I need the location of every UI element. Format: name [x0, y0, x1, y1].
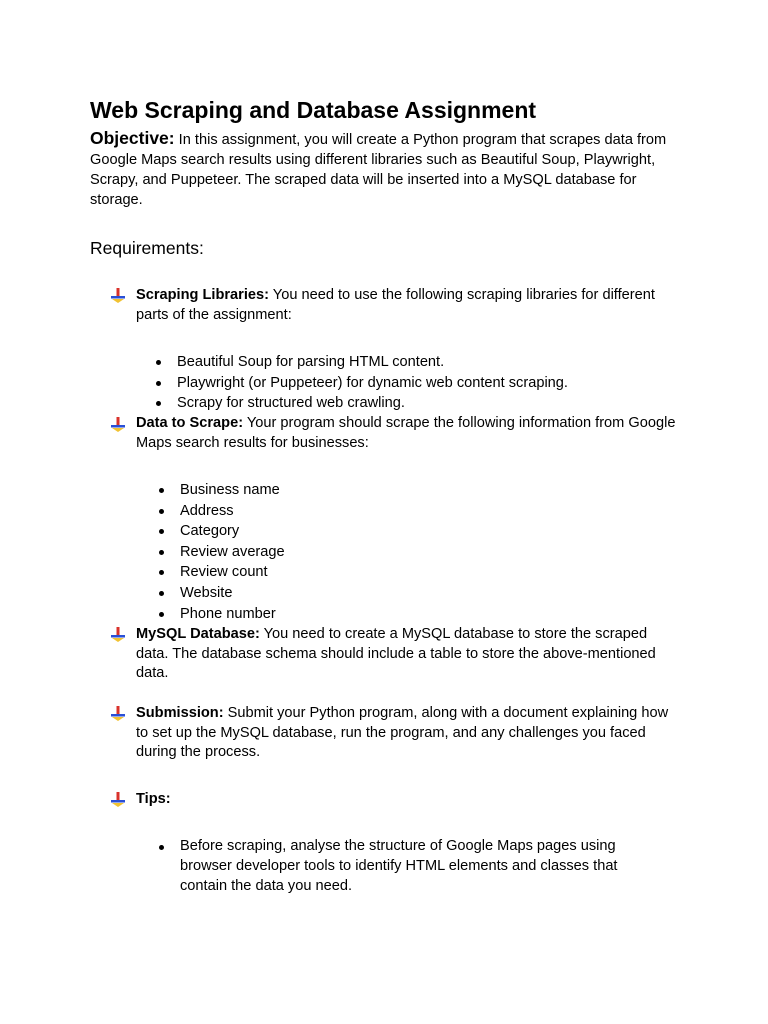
requirement-scraping-libraries: [136, 286, 681, 325]
arrow-bullet-icon: [110, 705, 126, 721]
requirements-heading: Requirements:: [90, 238, 204, 258]
requirement-label: Tips:: [136, 791, 171, 807]
arrow-bullet-icon: [110, 791, 126, 807]
requirement-data-to-scrape: [136, 414, 681, 453]
requirement-label: Submission:: [136, 705, 224, 721]
requirement-text: Your program should scrape the following information from Google Maps search results for businesses:: [136, 415, 676, 451]
bullet-icon: [159, 845, 164, 850]
bullet-icon: [156, 381, 161, 386]
data-fields-list: [180, 480, 660, 624]
arrow-bullet-icon: [110, 416, 126, 432]
requirement-text: Submit your Python program, along with a document explaining how to set up the MySQL database, run the program, and any challenges you faced during the process.: [136, 705, 669, 761]
list-item: Scrapy for structured web crawling.: [177, 393, 677, 414]
list-item: Review count: [180, 562, 660, 583]
list-item: Before scraping, analyse the structure of Google Maps pages using browser developer tools to identify HTML elements and classes that contain the data you need.: [180, 837, 650, 896]
bullet-icon: [159, 550, 164, 555]
list-item: Website: [180, 583, 660, 604]
bullet-icon: [159, 529, 164, 534]
requirement-label: Scraping Libraries:: [136, 287, 270, 303]
bullet-icon: [159, 488, 164, 493]
page-title: Web Scraping and Database Assignment: [90, 97, 537, 123]
bullet-icon: [159, 509, 164, 514]
list-item: Business name: [180, 480, 660, 501]
requirement-mysql-database: [136, 625, 681, 684]
objective-label: Objective:: [90, 128, 175, 148]
requirement-label: Data to Scrape:: [136, 415, 244, 431]
tips-list: [180, 837, 650, 896]
objective-text: In this assignment, you will create a Python program that scrapes data from Google Maps search results using different libraries such as Beautiful Soup, Playwright, Scrapy, and Puppeteer. The scraped data will be inserted into a MySQL database for storage.: [90, 132, 667, 208]
requirement-text: You need to create a MySQL database to store the scraped data. The database schema should include a table to store the above-mentioned data.: [136, 626, 656, 682]
list-item: Address: [180, 501, 660, 522]
requirement-submission: [136, 704, 681, 763]
list-item: Playwright (or Puppeteer) for dynamic web content scraping.: [177, 373, 677, 394]
bullet-icon: [156, 360, 161, 365]
bullet-icon: [159, 570, 164, 575]
bullet-icon: [156, 401, 161, 406]
list-item: Category: [180, 521, 660, 542]
arrow-bullet-icon: [110, 626, 126, 642]
requirement-label: MySQL Database:: [136, 626, 260, 642]
requirement-text: You need to use the following scraping libraries for different parts of the assignment:: [136, 287, 655, 323]
scraping-libraries-list: [177, 352, 677, 414]
list-item: Beautiful Soup for parsing HTML content.: [177, 352, 677, 373]
requirement-tips: [136, 790, 681, 810]
list-item: Review average: [180, 542, 660, 563]
objective-paragraph: [90, 128, 680, 210]
arrow-bullet-icon: [110, 287, 126, 303]
list-item: Phone number: [180, 604, 660, 625]
bullet-icon: [159, 591, 164, 596]
bullet-icon: [159, 612, 164, 617]
